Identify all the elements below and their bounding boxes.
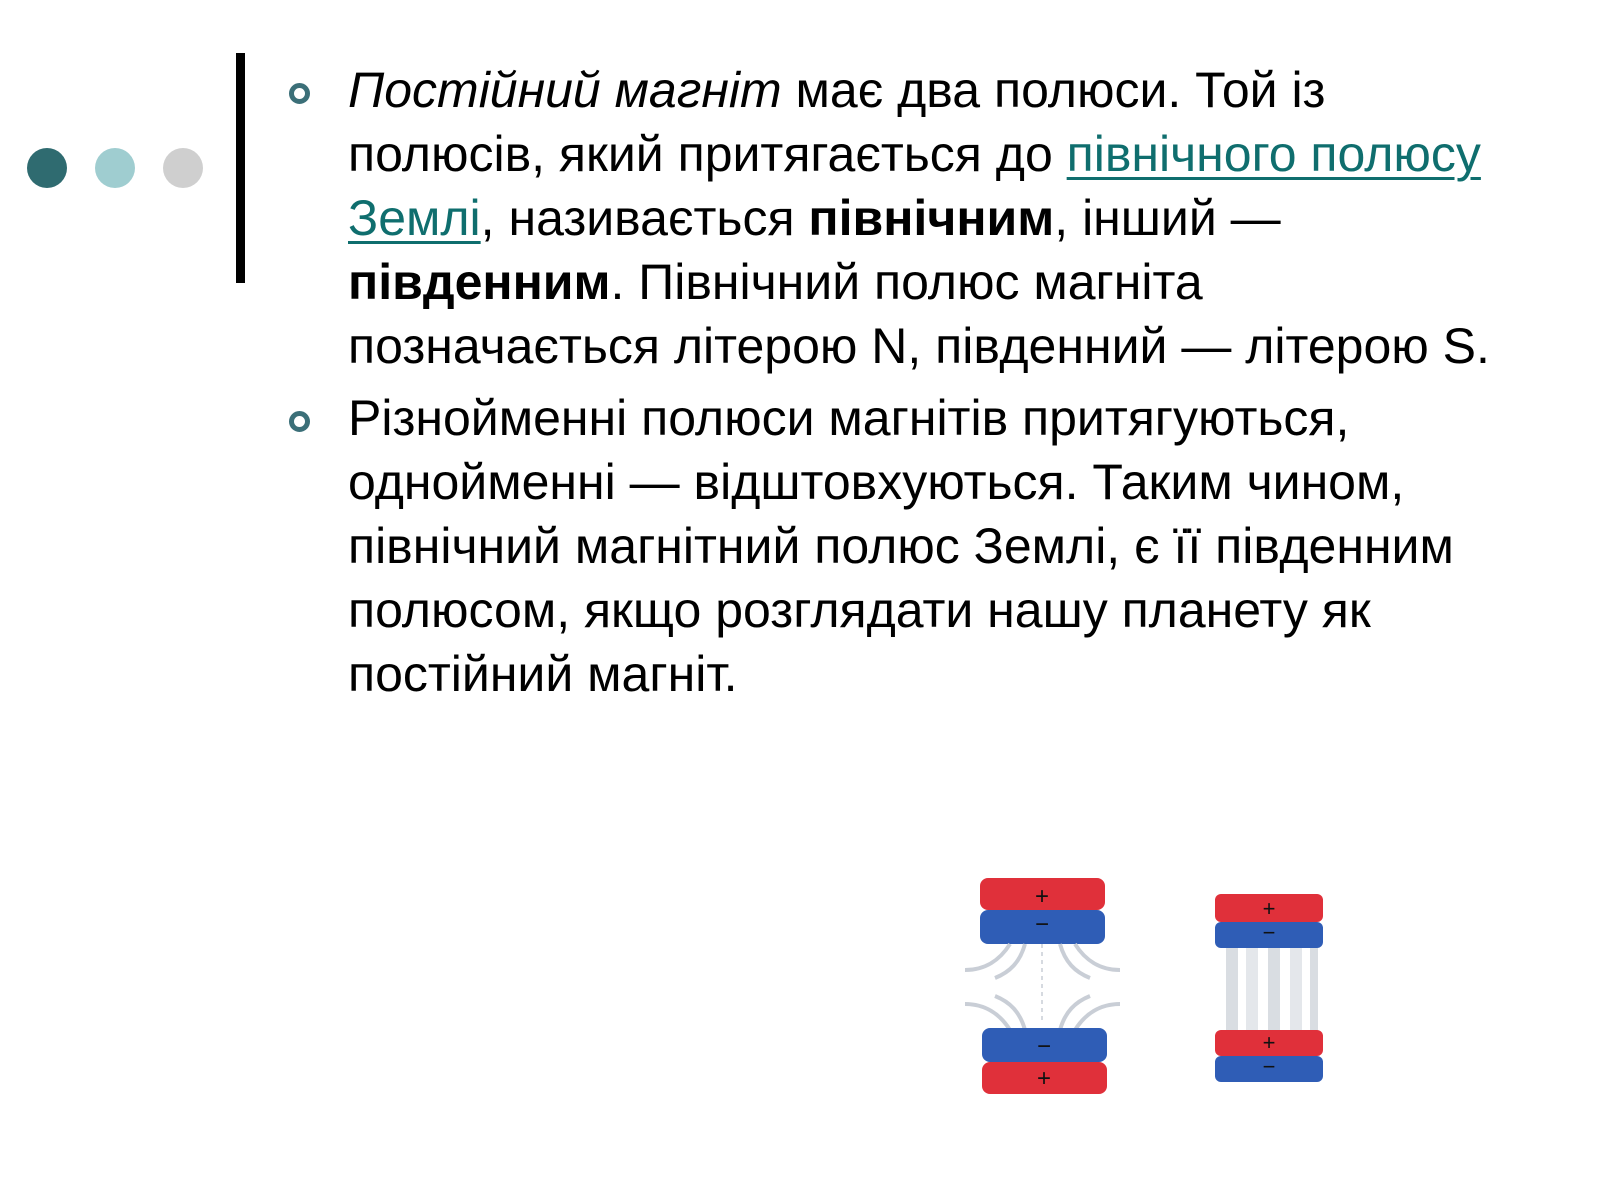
text-segment: . Північний полюс магніта позначається літерою N, південний — літерою S. xyxy=(348,254,1490,374)
ring-bullet-icon xyxy=(289,83,310,104)
plus-sign: + xyxy=(1036,1065,1052,1092)
bullet-item-2 xyxy=(282,386,1492,706)
plus-sign: + xyxy=(1034,883,1050,910)
slide-content xyxy=(282,58,1492,714)
text-segment: , інший — xyxy=(1054,190,1281,246)
decor-dot-light xyxy=(163,148,203,188)
text-south-bold: південним xyxy=(348,254,611,310)
minus-sign: − xyxy=(1262,920,1276,945)
repelling-magnets xyxy=(965,878,1120,1094)
link-north-pole[interactable]: північного полюсу xyxy=(1066,126,1481,182)
text-poles-interaction: Різнойменні полюси магнітів притягуються, однойменні — відштовхуються. Таким чином, північний магнітний полюс Землі, є її південним полюсом, якщо розглядати нашу планету як постійний магніт. xyxy=(348,390,1454,702)
text-north-bold: північним xyxy=(808,190,1055,246)
decor-dot-mid xyxy=(95,148,135,188)
plus-sign: + xyxy=(1262,896,1276,921)
minus-sign: − xyxy=(1262,1054,1276,1079)
bullet-item-1 xyxy=(282,58,1492,378)
minus-sign: − xyxy=(1034,911,1050,938)
magnets-illustration xyxy=(980,883,1350,1120)
text-segment: , називається xyxy=(480,190,809,246)
plus-sign: + xyxy=(1262,1030,1276,1055)
text-segment: має два полюси. Той із полюсів, який притягається до xyxy=(348,62,1326,182)
decor-dot-dark xyxy=(27,148,67,188)
attracting-magnets xyxy=(1215,894,1323,1082)
ring-bullet-icon xyxy=(289,411,310,432)
text-permanent-magnet: Постійний магніт xyxy=(348,62,782,118)
minus-sign: − xyxy=(1036,1033,1052,1060)
link-earth[interactable]: Землі xyxy=(348,190,481,246)
vertical-divider xyxy=(236,53,245,283)
